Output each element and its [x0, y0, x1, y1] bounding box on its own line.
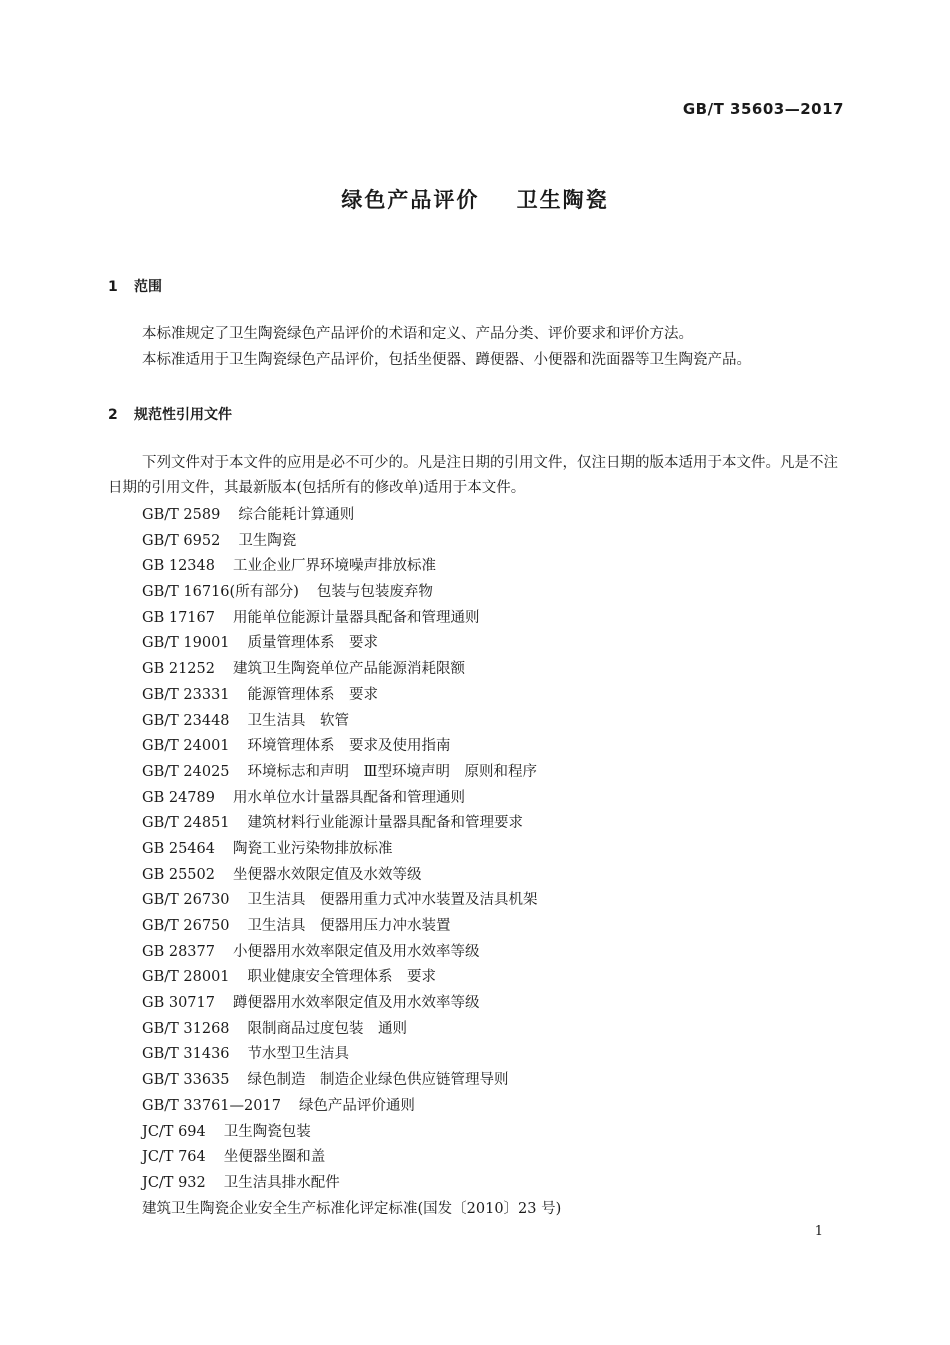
reference-title: 卫生洁具 便器用压力冲水装置 — [247, 918, 451, 934]
reference-title: 用水单位水计量器具配备和管理通则 — [232, 789, 465, 806]
reference-title: 卫生陶瓷包装 — [223, 1123, 311, 1140]
reference-code: GB/T 2589 — [142, 507, 221, 523]
reference-title: 质量管理体系 要求 — [247, 635, 379, 652]
reference-title: 坐便器坐圈和盖 — [223, 1149, 326, 1166]
section-1-heading — [108, 276, 162, 296]
reference-code: GB 21252 — [142, 661, 215, 678]
reference-title: 环境标志和声明 Ⅲ型环境声明 原则和程序 — [247, 763, 538, 780]
reference-title: 限制商品过度包装 通则 — [247, 1020, 408, 1037]
reference-item — [142, 580, 561, 606]
reference-title: 坐便器水效限定值及水效等级 — [232, 866, 422, 883]
reference-item — [142, 631, 561, 657]
reference-code: GB/T 16716(所有部分) — [142, 584, 299, 601]
reference-item — [142, 709, 561, 735]
reference-title: 综合能耗计算通则 — [238, 507, 355, 523]
reference-title: 建筑卫生陶瓷单位产品能源消耗限额 — [232, 661, 465, 678]
reference-item — [142, 1094, 561, 1120]
reference-title: 建筑卫生陶瓷企业安全生产标准化评定标准(国发〔2010〕23 号) — [142, 1200, 562, 1217]
reference-item — [142, 657, 561, 683]
reference-item — [142, 888, 561, 914]
reference-item — [142, 554, 561, 580]
reference-code: GB/T 6952 — [142, 532, 221, 549]
document-title: 绿色产品评价 卫生陶瓷 — [341, 188, 609, 212]
reference-item — [142, 1171, 561, 1197]
reference-item — [142, 606, 561, 632]
reference-title: 绿色制造 制造企业绿色供应链管理导则 — [247, 1072, 509, 1089]
reference-code: GB/T 28001 — [142, 969, 230, 986]
reference-code: JC/T 694 — [142, 1123, 206, 1140]
reference-title: 蹲便器用水效率限定值及用水效率等级 — [232, 995, 480, 1012]
reference-item — [142, 1042, 561, 1068]
reference-item — [142, 760, 561, 786]
reference-title: 用能单位能源计量器具配备和管理通则 — [232, 609, 480, 626]
reference-code: GB 17167 — [142, 609, 215, 626]
reference-title: 小便器用水效率限定值及用水效率等级 — [232, 943, 480, 960]
reference-list — [142, 503, 561, 1222]
reference-code: GB/T 26730 — [142, 892, 230, 909]
reference-title: 工业企业厂界环境噪声排放标准 — [232, 558, 436, 575]
reference-title: 能源管理体系 要求 — [247, 686, 379, 703]
reference-title: 职业健康安全管理体系 要求 — [247, 969, 437, 986]
reference-title: 陶瓷工业污染物排放标准 — [232, 840, 393, 857]
reference-code: GB 25464 — [142, 840, 215, 857]
reference-title: 建筑材料行业能源计量器具配备和管理要求 — [247, 815, 524, 832]
reference-code: JC/T 932 — [142, 1174, 206, 1191]
reference-code: GB/T 24851 — [142, 815, 230, 832]
reference-code: GB/T 33761—2017 — [142, 1097, 281, 1114]
reference-item — [142, 940, 561, 966]
reference-code: GB/T 26750 — [142, 918, 230, 934]
reference-item — [142, 965, 561, 991]
reference-code: GB 12348 — [142, 558, 215, 575]
reference-title: 卫生洁具排水配件 — [223, 1174, 340, 1191]
reference-code: GB/T 31436 — [142, 1046, 230, 1063]
reference-code: GB 25502 — [142, 866, 215, 883]
reference-code: GB/T 33635 — [142, 1072, 230, 1089]
section-1-paragraph-2: 本标准适用于卫生陶瓷绿色产品评价，包括坐便器、蹲便器、小便器和洗面器等卫生陶瓷产品。 — [142, 352, 751, 368]
reference-item — [142, 734, 561, 760]
section-1-paragraph-1: 本标准规定了卫生陶瓷绿色产品评价的术语和定义、产品分类、评价要求和评价方法。 — [142, 326, 693, 342]
reference-title: 卫生洁具 便器用重力式冲水装置及洁具机架 — [247, 892, 538, 909]
reference-item — [142, 914, 561, 940]
reference-title: 卫生洁具 软管 — [247, 712, 350, 729]
reference-title: 节水型卫生洁具 — [247, 1046, 350, 1063]
reference-item — [142, 529, 561, 555]
reference-code: GB/T 23448 — [142, 712, 230, 729]
reference-code: GB/T 31268 — [142, 1020, 230, 1037]
section-number: 1 — [108, 279, 118, 295]
section-title: 范围 — [134, 279, 162, 295]
reference-item — [142, 1197, 561, 1223]
reference-code: GB/T 23331 — [142, 686, 230, 703]
reference-item — [142, 1145, 561, 1171]
reference-item — [142, 811, 561, 837]
reference-code: GB/T 24025 — [142, 763, 230, 780]
reference-code: GB 24789 — [142, 789, 215, 806]
reference-code: GB/T 24001 — [142, 738, 230, 755]
reference-item — [142, 1068, 561, 1094]
reference-title: 环境管理体系 要求及使用指南 — [247, 738, 451, 755]
reference-code: GB 28377 — [142, 943, 215, 960]
reference-title: 绿色产品评价通则 — [298, 1097, 415, 1114]
section-number: 2 — [108, 407, 118, 423]
reference-code: JC/T 764 — [142, 1149, 206, 1166]
reference-code: GB 30717 — [142, 995, 215, 1012]
reference-item — [142, 1120, 561, 1146]
reference-item — [142, 991, 561, 1017]
reference-item — [142, 837, 561, 863]
section-2-heading — [108, 404, 232, 424]
section-title: 规范性引用文件 — [134, 407, 232, 423]
reference-item — [142, 863, 561, 889]
reference-item — [142, 1017, 561, 1043]
standard-number: GB/T 35603—2017 — [682, 100, 844, 118]
reference-code: GB/T 19001 — [142, 635, 230, 652]
section-2-intro: 下列文件对于本文件的应用是必不可少的。凡是注日期的引用文件，仅注日期的版本适用于本文件。凡是不注日期的引用文件，其最新版本(包括所有的修改单)适用于本文件。 — [108, 455, 838, 496]
reference-title: 包装与包装废弃物 — [316, 584, 433, 601]
reference-title: 卫生陶瓷 — [238, 532, 297, 549]
reference-item — [142, 503, 561, 529]
reference-item — [142, 683, 561, 709]
page-number: 1 — [814, 1224, 823, 1239]
reference-item — [142, 786, 561, 812]
